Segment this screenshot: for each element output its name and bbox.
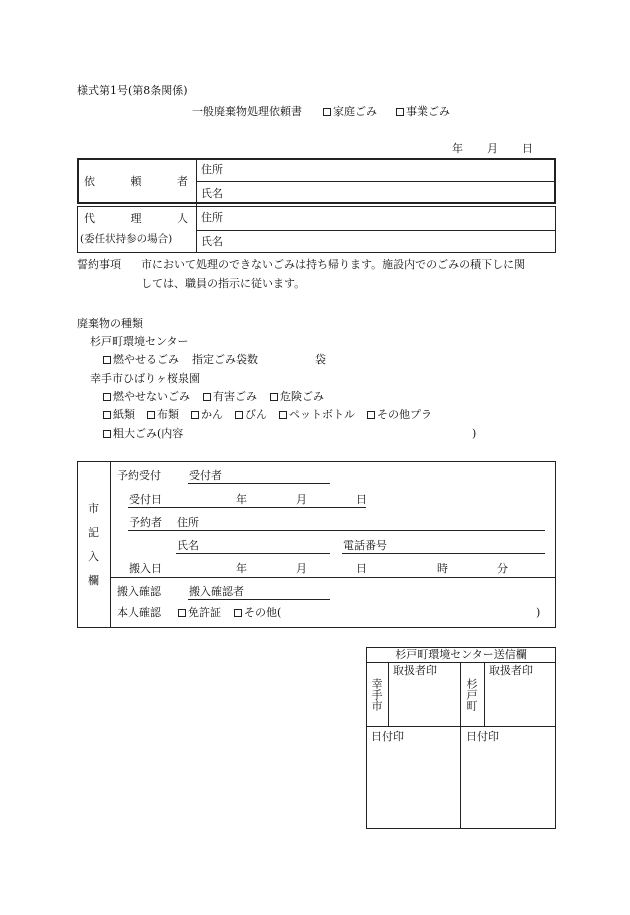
- date-day: 日: [522, 142, 533, 155]
- bulky-close: ): [472, 427, 477, 440]
- fax-left-date-seal: 日付印: [371, 730, 404, 743]
- receipt-day: 日: [356, 493, 367, 506]
- cloth-checkbox[interactable]: [147, 411, 155, 419]
- bottles-checkbox[interactable]: [235, 411, 243, 419]
- home-waste-label: 家庭ごみ: [333, 105, 377, 118]
- bulky-row: [103, 428, 183, 439]
- waste-type-title: 廃棄物の種類: [77, 317, 143, 330]
- id-check-row: [117, 607, 281, 618]
- burnable-label: 燃やせるごみ: [113, 353, 179, 366]
- cans-checkbox[interactable]: [191, 411, 199, 419]
- pledge-label: 誓約事項: [77, 258, 121, 271]
- other-id-label: その他(: [244, 606, 282, 619]
- delivery-date-label: 搬入日: [129, 562, 162, 575]
- agent-address-label: 住所: [201, 211, 223, 224]
- fax-left-side-label: 幸手市: [370, 678, 383, 711]
- delivery-minute: 分: [497, 562, 508, 575]
- applicant-label: 依 頼 者: [84, 175, 188, 188]
- agent-label: 代 理 人: [84, 212, 188, 225]
- dangerous-checkbox[interactable]: [270, 393, 278, 401]
- home-waste-checkbox[interactable]: [323, 108, 331, 116]
- reservation-label: 予約受付: [117, 469, 161, 482]
- fax-title: 杉戸町環境センター送信欄: [395, 648, 527, 661]
- business-waste-checkbox[interactable]: [396, 108, 404, 116]
- fax-right-side-label: 杉戸町: [465, 678, 478, 711]
- receipt-month: 月: [296, 493, 307, 506]
- date-year: 年: [452, 142, 463, 155]
- delivery-year: 年: [236, 562, 247, 575]
- fax-right-date-seal: 日付印: [466, 730, 499, 743]
- phone-label: 電話番号: [343, 539, 387, 552]
- hazardous-checkbox[interactable]: [203, 393, 211, 401]
- bags-unit: 袋: [315, 353, 326, 366]
- center2-row2: 紙類 布類 かん びん ペットボトル その他プラ: [103, 409, 432, 420]
- fax-left-handler-seal: 取扱者印: [393, 664, 437, 677]
- bulky-label: 粗大ごみ(内容: [113, 427, 184, 440]
- nonburnable-checkbox[interactable]: [103, 393, 111, 401]
- pledge-line-2: しては、職員の指示に従います。: [141, 277, 306, 290]
- delivery-day: 日: [356, 562, 367, 575]
- center2-name: 幸手市ひばりヶ桜泉園: [90, 372, 200, 385]
- other-id-checkbox[interactable]: [234, 609, 242, 617]
- center1-name: 杉戸町環境センター: [90, 335, 189, 348]
- delivery-month: 月: [296, 562, 307, 575]
- other-plastic-checkbox[interactable]: [367, 411, 375, 419]
- form-title-row: [192, 106, 450, 117]
- bags-label: 指定ごみ袋数: [192, 353, 258, 366]
- paper-checkbox[interactable]: [103, 411, 111, 419]
- agent-note: (委任状持参の場合): [80, 233, 173, 245]
- burnable-checkbox[interactable]: [103, 356, 111, 364]
- reserver-address-label: 住所: [177, 516, 199, 529]
- city-entry-box: [77, 461, 556, 628]
- id-check-label: 本人確認: [117, 606, 161, 619]
- fax-right-handler-seal: 取扱者印: [489, 664, 533, 677]
- receiver-label: 受付者: [189, 469, 222, 482]
- city-side-char-3: 入: [88, 550, 99, 563]
- center1-row: [103, 354, 258, 365]
- form-number: 様式第1号(第8条関係): [77, 84, 188, 97]
- center2-row1: 燃やせないごみ 有害ごみ 危険ごみ: [103, 391, 324, 402]
- date-month: 月: [487, 142, 498, 155]
- applicant-address-label: 住所: [201, 163, 223, 176]
- pledge-line-1: 市において処理のできないごみは持ち帰ります。施設内でのごみの積下しに関: [141, 258, 526, 271]
- delivery-hour: 時: [437, 562, 448, 575]
- reserver-name-label: 氏名: [177, 539, 199, 552]
- bulky-checkbox[interactable]: [103, 430, 111, 438]
- city-side-char-1: 市: [88, 502, 99, 515]
- applicant-name-label: 氏名: [201, 187, 223, 200]
- receipt-year: 年: [236, 493, 247, 506]
- reserver-label: 予約者: [129, 516, 162, 529]
- agent-name-label: 氏名: [201, 235, 223, 248]
- business-waste-label: 事業ごみ: [406, 105, 450, 118]
- city-side-char-2: 記: [88, 526, 99, 539]
- checker-label: 搬入確認者: [189, 585, 244, 598]
- license-checkbox[interactable]: [178, 609, 186, 617]
- receipt-date-label: 受付日: [129, 493, 162, 506]
- pet-bottles-checkbox[interactable]: [279, 411, 287, 419]
- form-title: 一般廃棄物処理依頼書: [192, 105, 302, 118]
- city-side-char-4: 欄: [88, 574, 99, 587]
- other-id-close: ): [536, 606, 541, 619]
- delivery-check-label: 搬入確認: [117, 585, 161, 598]
- license-label: 免許証: [188, 606, 221, 619]
